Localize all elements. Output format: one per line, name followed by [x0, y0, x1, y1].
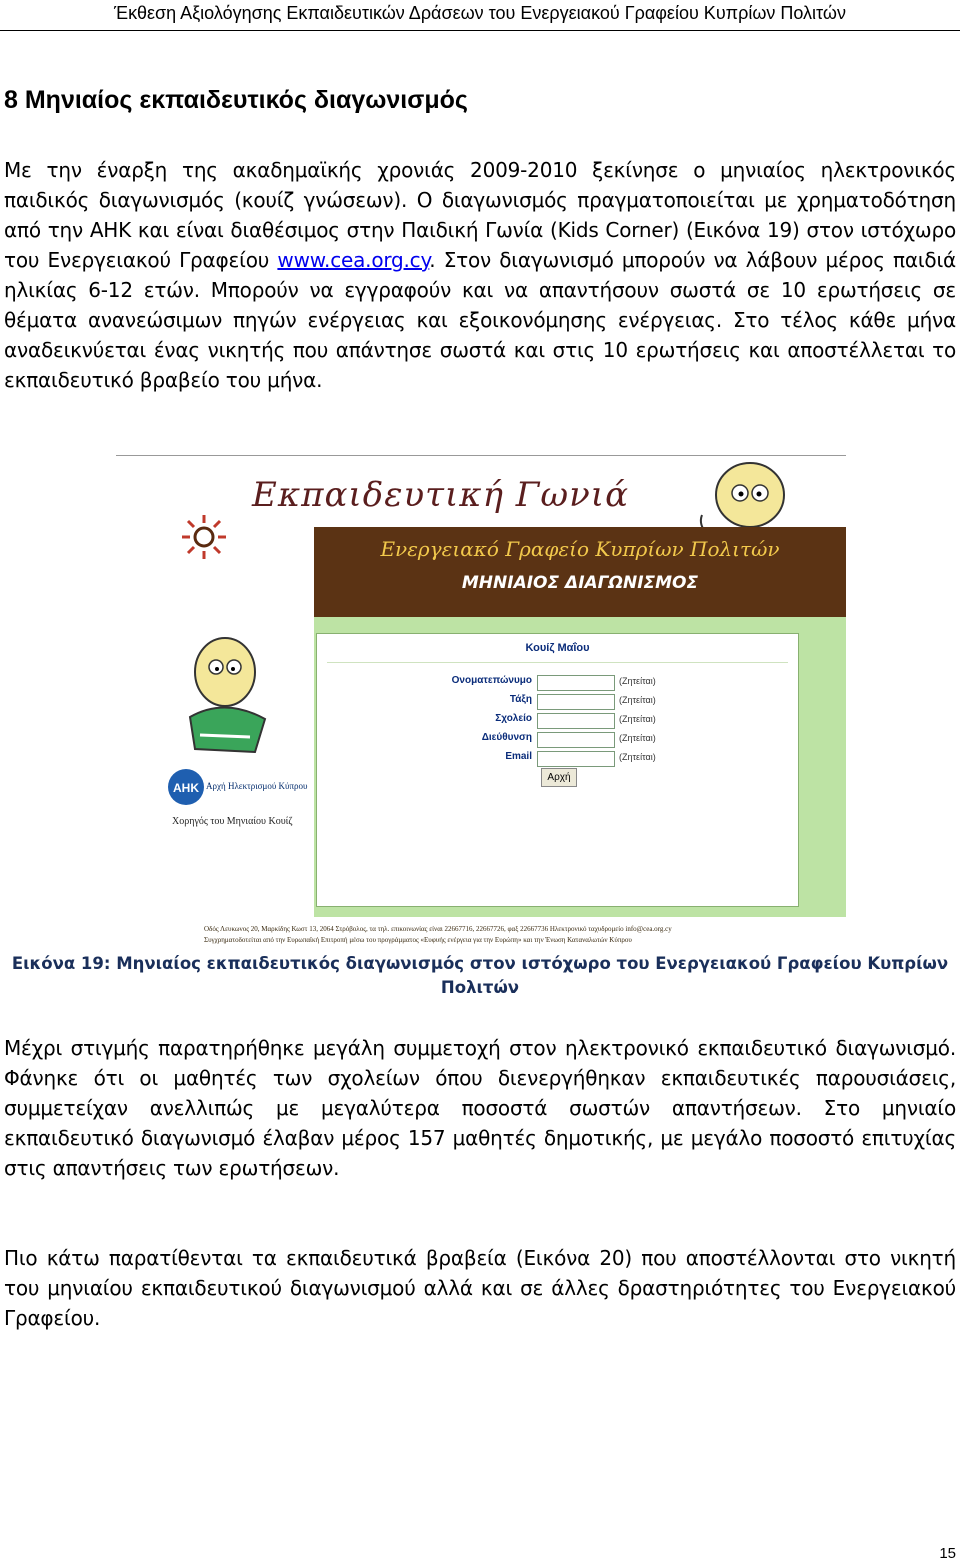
sponsor-label: Χορηγός του Μηνιαίου Κουίζ [172, 816, 293, 827]
paragraph-prizes: Πιο κάτω παρατίθενται τα εκπαιδευτικά βραβεία (Εικόνα 20) που αποστέλλονται στο νικητή του μηνιαίου εκπαιδευτικού διαγωνισμού αλλά και σε άλλες δραστηριότητες του Ενεργειακού Γραφείου. [4, 1246, 956, 1330]
form-row-class [317, 693, 798, 711]
kids-corner-screenshot [116, 455, 846, 947]
banner-quiz-name: ΜΗΝΙΑΙΟΣ ΔΙΑΓΩΝΙΣΜΟΣ [461, 573, 699, 593]
paragraph-intro-part2: . Στον διαγωνισμό μπορούν να λάβουν μέρος παιδιά ηλικίας 6-12 ετών. Μπορούν να εγγραφούν και να απαντήσουν σωστά σε 10 ερωτήσεις σε θέματα ανανεώσιμων πηγών ενέργειας και εξοικονόμησης ενέργειας. Στο τέλος κάθε μήνα αναδεικνύεται ένας νικητής που απάντησε σωστά και στις 10 ερωτήσεις και αποστέλλεται το εκπαιδευτικό βραβείο του μήνα. [4, 248, 956, 392]
sun-logo-icon [180, 513, 228, 561]
form-row-name [317, 674, 798, 692]
quiz-title: Κουίζ Μαΐου [525, 642, 590, 654]
field-label-school: Σχολείο [495, 713, 532, 724]
paragraph-intro [4, 155, 956, 395]
svg-text:AHK: AHK [173, 781, 199, 795]
paragraph-intro-part1: Με την έναρξη της ακαδημαϊκής χρονιάς 2009-2010 ξεκίνησε ο μηνιαίος ηλεκτρονικός παιδικός διαγωνισμός (κουίζ γνώσεων). Ο διαγωνισμός πραγματοποιείται με χρηματοδότηση από την ΑΗΚ και είναι διαθέσιμος στην Παιδική Γωνία (Kids Corner) (Εικόνα 19) στον ιστόχωρο του Ενεργειακού Γραφείου [4, 158, 956, 272]
required-note: (Ζητείται) [619, 695, 656, 705]
footer-contact: Οδός Λευκωνος 20, Μαρκίδης Κωστ 13, 2064 Στρόβολος, τα τηλ. επικοινωνίας είναι 22667716, 22667726, φαξ 22667736 Ηλεκτρονικό ταχυδρομείο info@cea.org.cy [204, 925, 672, 933]
email-input[interactable] [537, 751, 615, 767]
form-row-school [317, 712, 798, 730]
field-label-class: Τάξη [509, 694, 532, 705]
section-heading: 8 Μηνιαίος εκπαιδευτικός διαγωνισμός [4, 86, 468, 114]
field-label-name: Ονοματεπώνυμο [451, 675, 532, 686]
cea-website-link[interactable]: www.cea.org.cy [277, 248, 430, 272]
footer-funding: Συγχρηματοδοτείται από την Ευρωπαϊκή Επιτροπή μέσω του προγράμματος «Ευφυής ενέργεια για την Ευρώπη» και την Ένωση Καταναλωτών Κύπρου [204, 936, 632, 944]
start-button[interactable]: Αρχή [541, 768, 577, 787]
field-label-address: Διεύθυνση [481, 732, 532, 743]
banner-org-name: Ενεργειακό Γραφείο Κυπρίων Πολιτών [380, 537, 780, 561]
field-label-email: Email [505, 751, 532, 762]
header-rule [0, 30, 960, 31]
site-banner [314, 527, 846, 617]
site-title: Εκπαιδευτική Γωνιά [252, 475, 630, 515]
figure-caption: Εικόνα 19: Μηνιαίος εκπαιδευτικός διαγωνισμός στον ιστόχωρο του Ενεργειακού Γραφείου Κυπρίων Πολιτών [11, 954, 949, 997]
site-footer [130, 917, 846, 947]
form-row-email [317, 750, 798, 768]
required-note: (Ζητείται) [619, 676, 656, 686]
required-note: (Ζητείται) [619, 714, 656, 724]
class-input[interactable] [537, 694, 615, 710]
required-note: (Ζητείται) [619, 733, 656, 743]
ahk-logo-icon [166, 767, 206, 807]
required-note: (Ζητείται) [619, 752, 656, 762]
name-input[interactable] [537, 675, 615, 691]
ahk-logo-text: Αρχή Ηλεκτρισμού Κύπρου [206, 781, 308, 791]
cartoon-kid-reading-icon [170, 627, 280, 767]
running-header: Έκθεση Αξιολόγησης Εκπαιδευτικών Δράσεων του Ενεργειακού Γραφείου Κυπρίων Πολιτών [114, 3, 846, 23]
left-panel [130, 617, 314, 917]
form-row-address [317, 731, 798, 749]
paragraph-participation: Μέχρι στιγμής παρατηρήθηκε μεγάλη συμμετοχή στον ηλεκτρονικό εκπαιδευτικό διαγωνισμό. Φάνηκε ότι οι μαθητές των σχολείων όπου διενεργήθηκαν εκπαιδευτικές παρουσιάσεις, συμμετείχαν ανελλιπώς με μεγαλύτερα ποσοστά σωστών απαντήσεων. Στο μηνιαίο εκπαιδευτικό διαγωνισμό έλαβαν μέρος 157 μαθητές δημοτικής, με μεγάλο ποσοστό επιτυχίας στις απαντήσεις των ερωτήσεων. [4, 1036, 956, 1180]
quiz-title-rule [327, 662, 788, 663]
school-input[interactable] [537, 713, 615, 729]
quiz-form [316, 633, 799, 907]
address-input[interactable] [537, 732, 615, 748]
page-number: 15 [939, 1545, 956, 1562]
